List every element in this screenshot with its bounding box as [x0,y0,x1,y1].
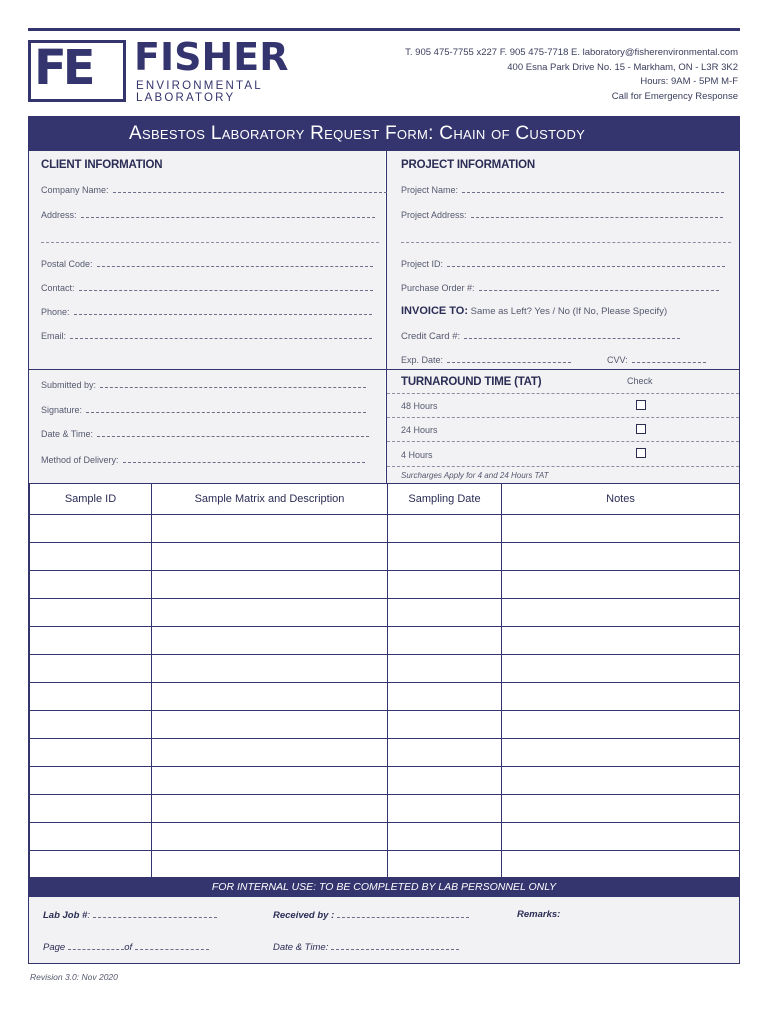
table-row [30,683,740,711]
tat-divider-2 [387,417,739,418]
sample-id-cell[interactable] [30,795,152,823]
notes-cell[interactable] [502,823,740,851]
internal-use-banner: FOR INTERNAL USE: TO BE COMPLETED BY LAB PERSONNEL ONLY [29,877,739,897]
notes-cell[interactable] [502,739,740,767]
notes-cell[interactable] [502,683,740,711]
sample-id-cell[interactable] [30,823,152,851]
notes-cell[interactable] [502,795,740,823]
address-line-2[interactable] [41,242,379,243]
sample-id-cell[interactable] [30,655,152,683]
cvv-field[interactable]: CVV: [607,354,706,365]
date-time-field[interactable]: Date & Time: [41,428,369,439]
project-address-line-2[interactable] [401,242,731,243]
sample-matrix-cell[interactable] [152,739,388,767]
company-name-field[interactable]: Company Name: [41,184,387,195]
signature-field[interactable]: Signature: [41,404,366,415]
sample-table [29,483,740,879]
exp-date-field[interactable]: Exp. Date: [401,354,571,365]
contact-block [405,46,738,104]
sample-id-cell[interactable] [30,739,152,767]
notes-cell[interactable] [502,599,740,627]
tat-4-checkbox[interactable] [636,448,646,458]
table-row [30,571,740,599]
remarks-field[interactable]: Remarks: [517,909,561,920]
lab-job-field[interactable]: Lab Job #: [43,909,217,921]
tat-option-24: 24 Hours [401,425,438,435]
section-divider [29,369,739,370]
tat-heading: TURNAROUND TIME (TAT) [401,376,542,388]
revision-note: Revision 3.0: Nov 2020 [30,972,118,982]
header-sample-matrix: Sample Matrix and Description [152,484,388,515]
logo-initials: FE [34,40,92,96]
table-row [30,515,740,543]
sample-matrix-cell[interactable] [152,711,388,739]
notes-cell[interactable] [502,767,740,795]
table-row [30,823,740,851]
sample-id-cell[interactable] [30,571,152,599]
sampling-date-cell[interactable] [388,851,502,879]
received-by-field[interactable]: Received by : [273,909,469,921]
sample-matrix-cell[interactable] [152,683,388,711]
notes-cell[interactable] [502,571,740,599]
logo-line-2: LABORATORY [136,92,236,104]
page-field[interactable]: Page of [43,941,209,953]
project-name-field[interactable]: Project Name: [401,184,724,195]
sample-matrix-cell[interactable] [152,599,388,627]
sampling-date-cell[interactable] [388,823,502,851]
contact-hours-line: Hours: 9AM - 5PM M-F [640,76,738,87]
column-divider [386,151,387,483]
purchase-order-field[interactable]: Purchase Order #: [401,282,719,293]
table-row [30,599,740,627]
project-id-field[interactable]: Project ID: [401,258,725,269]
company-logo [28,35,289,106]
credit-card-field[interactable]: Credit Card #: [401,330,680,342]
invoice-to-field[interactable] [401,305,667,317]
logo-line-1: ENVIRONMENTAL [136,80,263,92]
table-header-row [30,484,740,515]
sampling-date-cell[interactable] [388,795,502,823]
sampling-date-cell[interactable] [388,571,502,599]
table-row [30,655,740,683]
sampling-date-cell[interactable] [388,627,502,655]
tat-option-48: 48 Hours [401,401,438,411]
table-row [30,711,740,739]
request-form [28,116,740,964]
contact-address-line: 400 Esna Park Drive No. 15 - Markham, ON - L3R 3K2 [507,61,738,73]
table-row [30,851,740,879]
tat-option-4: 4 Hours [401,450,433,460]
sample-matrix-cell[interactable] [152,795,388,823]
sampling-date-cell[interactable] [388,655,502,683]
tat-24-checkbox[interactable] [636,424,646,434]
phone-field[interactable]: Phone: [41,306,372,317]
sample-matrix-cell[interactable] [152,655,388,683]
sample-id-cell[interactable] [30,711,152,739]
notes-cell[interactable] [502,655,740,683]
tat-divider-1 [387,393,739,394]
header-notes: Notes [502,484,740,515]
delivery-method-field[interactable]: Method of Delivery: [41,454,365,465]
table-row [30,627,740,655]
postal-code-field[interactable]: Postal Code: [41,258,373,269]
notes-cell[interactable] [502,543,740,571]
client-heading: CLIENT INFORMATION [41,159,163,171]
table-row [30,767,740,795]
sampling-date-cell[interactable] [388,711,502,739]
sampling-date-cell[interactable] [388,515,502,543]
sampling-date-cell[interactable] [388,739,502,767]
submitted-by-field[interactable]: Submitted by: [41,379,366,390]
tat-divider-4 [387,466,739,467]
project-address-field[interactable]: Project Address: [401,209,723,220]
sample-id-cell[interactable] [30,515,152,543]
invoice-to-text: Same as Left? Yes / No (If No, Please Specify) [470,306,668,317]
internal-date-time-field[interactable]: Date & Time: [273,941,459,953]
project-heading: PROJECT INFORMATION [401,159,535,171]
table-row [30,795,740,823]
sampling-date-cell[interactable] [388,599,502,627]
invoice-to-label: INVOICE TO: [401,305,469,317]
sample-id-cell[interactable] [30,599,152,627]
sample-id-cell[interactable] [30,683,152,711]
sample-matrix-cell[interactable] [152,627,388,655]
header-sample-id: Sample ID [30,484,152,515]
check-column-label: Check [627,376,653,386]
table-row [30,543,740,571]
tat-divider-3 [387,441,739,442]
tat-48-checkbox[interactable] [636,400,646,410]
internal-use-panel [29,897,739,963]
logo-name: FISHER [134,35,289,79]
contact-field[interactable]: Contact: [41,282,373,293]
sample-matrix-cell[interactable] [152,823,388,851]
sample-id-cell[interactable] [30,767,152,795]
notes-cell[interactable] [502,851,740,879]
header-sampling-date: Sampling Date [388,484,502,515]
sample-matrix-cell[interactable] [152,767,388,795]
sampling-date-cell[interactable] [388,543,502,571]
sampling-date-cell[interactable] [388,767,502,795]
sample-matrix-cell[interactable] [152,851,388,879]
address-field[interactable]: Address: [41,209,375,220]
contact-phone-line: T. 905 475-7755 x227 F. 905 475-7718 E. laboratory@fisherenvironmental.com [405,47,738,58]
sample-id-cell[interactable] [30,851,152,879]
email-field[interactable]: Email: [41,330,372,341]
table-row [30,739,740,767]
sample-id-cell[interactable] [30,543,152,571]
sample-matrix-cell[interactable] [152,571,388,599]
notes-cell[interactable] [502,515,740,543]
sample-id-cell[interactable] [30,627,152,655]
notes-cell[interactable] [502,711,740,739]
sample-matrix-cell[interactable] [152,543,388,571]
sampling-date-cell[interactable] [388,683,502,711]
sample-matrix-cell[interactable] [152,515,388,543]
surcharge-note: Surcharges Apply for 4 and 24 Hours TAT [401,471,549,480]
form-title: Asbestos Laboratory Request Form: Chain of Custody [29,117,739,151]
notes-cell[interactable] [502,627,740,655]
top-rule [28,28,740,31]
contact-emergency-line: Call for Emergency Response [611,90,738,102]
